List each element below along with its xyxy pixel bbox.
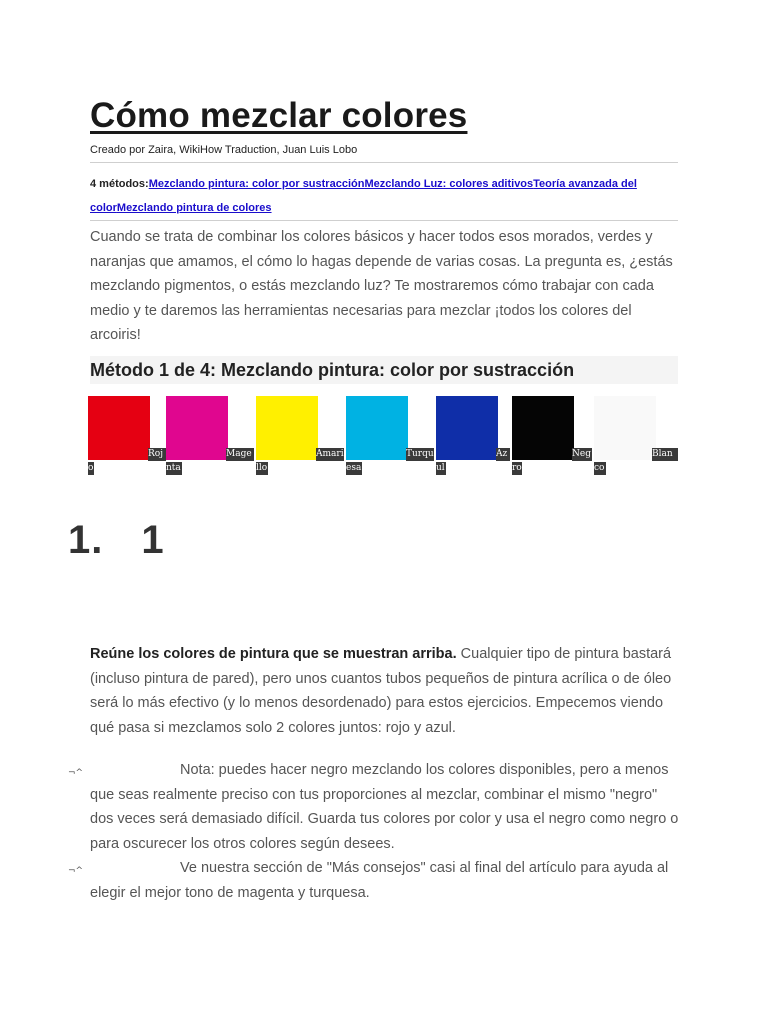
method-heading: Método 1 de 4: Mezclando pintura: color por sustracción	[90, 356, 678, 384]
method-link-2[interactable]: Mezclando Luz: colores aditivos	[364, 178, 534, 190]
step-paragraph	[90, 642, 680, 740]
swatch-label-magenta-top: Mage	[226, 448, 254, 461]
intro-paragraph: Cuando se trata de combinar los colores básicos y hacer todos esos morados, verdes y naranjas que amamos, el cómo lo hagas depende de varias cosas. La pregunta es, ¿estás mezclando pigmentos, o estás mezclando luz? Te mostraremos cómo trabajar con cada medio y te daremos las herramientas necesarias para mezclar ¡todos los colores del arcoiris!	[90, 229, 673, 343]
method-link-1[interactable]: Mezclando pintura: color por sustracción	[148, 178, 365, 190]
swatch-label-blue-bottom: ul	[436, 463, 445, 473]
swatch-label-turquoise-bottom: esa	[346, 463, 362, 473]
swatch-label-white-top: Blan	[652, 448, 678, 461]
step-number	[68, 518, 165, 563]
byline: Creado por Zaira, WikiHow Traduction, Juan Luis Lobo	[90, 144, 678, 163]
page-title: Cómo mezclar colores	[90, 96, 468, 135]
swatch-magenta	[166, 396, 228, 460]
swatch-white	[594, 396, 656, 460]
swatch-label-yellow-bottom: llo	[256, 463, 268, 473]
swatch-label-red-bottom: o	[88, 463, 94, 473]
color-swatches	[90, 396, 690, 478]
swatch-black	[512, 396, 574, 460]
swatch-label-black-top: Neg	[572, 449, 591, 459]
note-bullet-icon: ¬^	[68, 768, 84, 778]
note-bullet-icon: ¬^	[68, 866, 84, 876]
step-body: Cualquier tipo de pintura bastará (incluso pintura de pared), pero unos cuantos tubos pequeños de pintura acrílica o de óleo será lo más efectivo (y lo menos desordenado) para estos ejercicios. Empecemos viendo qué pasa si mezclamos solo 2 colores juntos: rojo y azul.	[90, 646, 672, 736]
swatch-label-white-bottom: co	[594, 463, 605, 473]
methods-nav	[90, 172, 678, 221]
method-link-4[interactable]: Mezclando pintura de colores	[116, 202, 272, 214]
step-list-marker: 1.	[68, 518, 104, 562]
methods-prefix: 4 métodos:	[90, 178, 149, 190]
swatch-turquoise	[346, 396, 408, 460]
swatch-blue	[436, 396, 498, 460]
note-paragraph-1: Nota: puedes hacer negro mezclando los colores disponibles, pero a menos que seas realmente preciso con tus proporciones al mezclar, combinar el mismo "negro" dos veces será demasiado difícil. Guarda tus colores por color y usa el negro como negro o para oscurecer los otros colores según desees.	[90, 762, 679, 852]
swatch-yellow	[256, 396, 318, 460]
note-paragraph-2: Ve nuestra sección de "Más consejos" casi al final del artículo para ayuda al elegir el mejor tono de magenta y turquesa.	[90, 860, 669, 901]
step-lead: Reúne los colores de pintura que se muestran arriba.	[90, 646, 457, 662]
swatch-label-turquoise-top: Turqu	[406, 449, 434, 459]
swatch-label-magenta-bottom: nta	[166, 463, 181, 473]
swatch-label-red-top: Roj	[148, 448, 166, 461]
swatch-label-yellow-top: Amari	[316, 449, 344, 459]
swatch-label-blue-top: Az	[496, 448, 510, 461]
swatch-red	[88, 396, 150, 460]
method-link-3[interactable]: Teoría avanzada del color	[90, 178, 637, 214]
swatch-label-black-bottom: ro	[512, 463, 522, 473]
step-number-value: 1	[141, 518, 165, 562]
